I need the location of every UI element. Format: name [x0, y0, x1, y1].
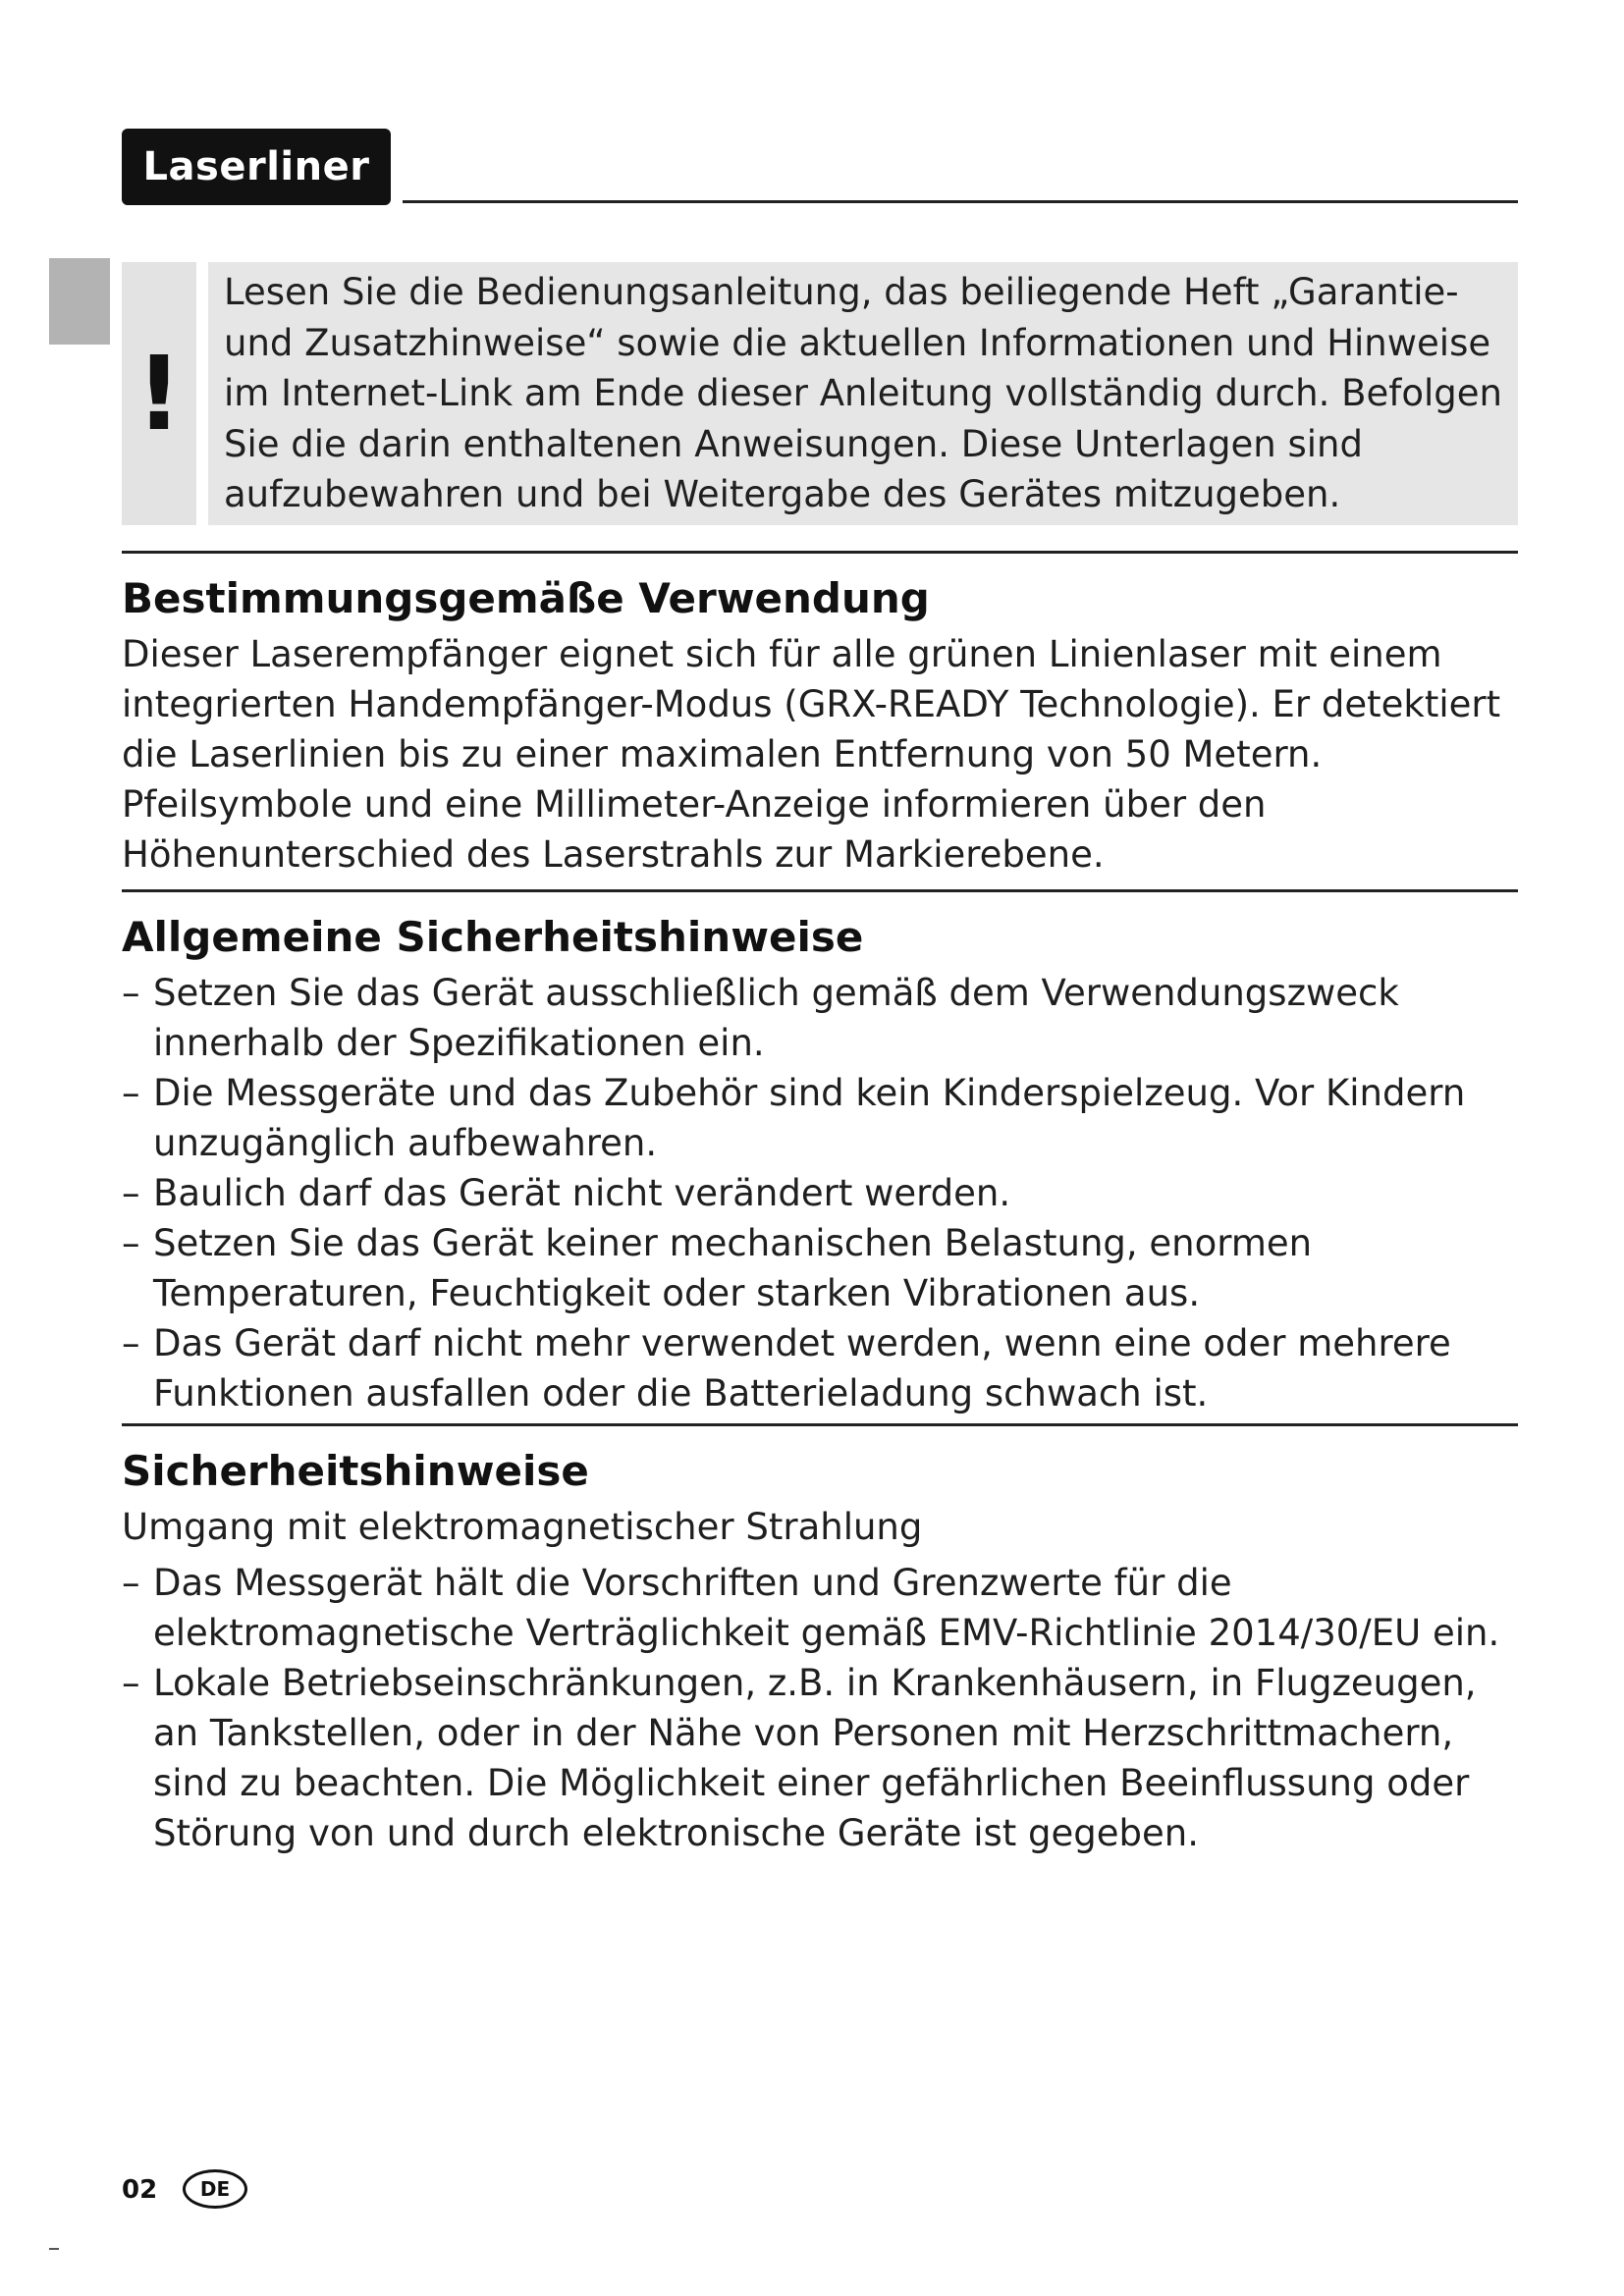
notice-text: Lesen Sie die Bedienungsanleitung, das beiliegende Heft „Garantie- und Zusatzhinweise“ sowie die aktuellen Informationen und Hinweise im Internet-Link am Ende dieser Anleitung vollständig durch. Befolgen Sie die darin enthaltenen Anweisungen. Diese Unterlagen sind aufzubewahren und bei Weitergabe des Gerätes mitzugeben. — [224, 271, 1502, 515]
general-safety-heading: Allgemeine Sicherheitshinweise — [122, 913, 864, 961]
header-rule — [403, 200, 1518, 203]
page-number: 02 — [122, 2175, 158, 2205]
exclamation-icon: ! — [135, 334, 183, 454]
list-item: – Das Messgerät hält die Vorschriften und Grenzwerte für die elektromagnetische Verträglichkeit gemäß EMV-Richtlinie 2014/30/EU ein. — [122, 1558, 1526, 1658]
safety-section — [122, 1447, 1526, 1858]
list-item: – Baulich darf das Gerät nicht verändert werden. — [122, 1168, 1526, 1218]
notice-box — [208, 262, 1518, 525]
brand-logo: Laserliner — [122, 129, 391, 205]
intended-use-text: Dieser Laserempfänger eignet sich für alle grünen Linienlaser mit einem integrierten Handempfänger-Modus (GRX-READY Technologie). Er detektiert die Laserlinien bis zu einer maximalen Entfernung von 50 Metern. Pfeilsymbole und eine Millimeter-Anzeige informieren über den Höhenunterschied des Laserstrahls zur Markierebene. — [122, 633, 1501, 876]
section-divider — [122, 1423, 1518, 1426]
language-badge: DE — [183, 2169, 247, 2209]
warning-icon-box — [122, 262, 196, 525]
intended-use-section — [122, 574, 1526, 880]
section-divider — [122, 889, 1518, 892]
list-item: – Lokale Betriebseinschränkungen, z.B. in Krankenhäusern, in Flugzeugen, an Tankstellen, oder in der Nähe von Personen mit Herzschrittmachern, sind zu beachten. Die Möglichkeit einer gefährlichen Beeinflussung oder Störung von und durch elektronische Geräte ist gegeben. — [122, 1658, 1526, 1858]
section-tab-marker — [49, 258, 110, 345]
list-item: – Die Messgeräte und das Zubehör sind kein Kinderspielzeug. Vor Kindern unzugänglich aufbewahren. — [122, 1068, 1526, 1168]
general-safety-section — [122, 913, 1526, 1418]
section-divider — [122, 551, 1518, 554]
list-item: – Setzen Sie das Gerät ausschließlich gemäß dem Verwendungszweck innerhalb der Spezifikationen ein. — [122, 968, 1526, 1068]
general-safety-list — [122, 968, 1526, 1418]
list-item: – Das Gerät darf nicht mehr verwendet werden, wenn eine oder mehrere Funktionen ausfallen oder die Batterieladung schwach ist. — [122, 1318, 1526, 1418]
safety-subheading: Umgang mit elektromagnetischer Strahlung — [122, 1506, 923, 1548]
corner-mark — [49, 2248, 59, 2250]
safety-list — [122, 1558, 1526, 1858]
list-item: – Setzen Sie das Gerät keiner mechanischen Belastung, enormen Temperaturen, Feuchtigkeit oder starken Vibrationen aus. — [122, 1218, 1526, 1318]
safety-heading: Sicherheitshinweise — [122, 1447, 589, 1495]
intended-use-heading: Bestimmungsgemäße Verwendung — [122, 574, 930, 622]
